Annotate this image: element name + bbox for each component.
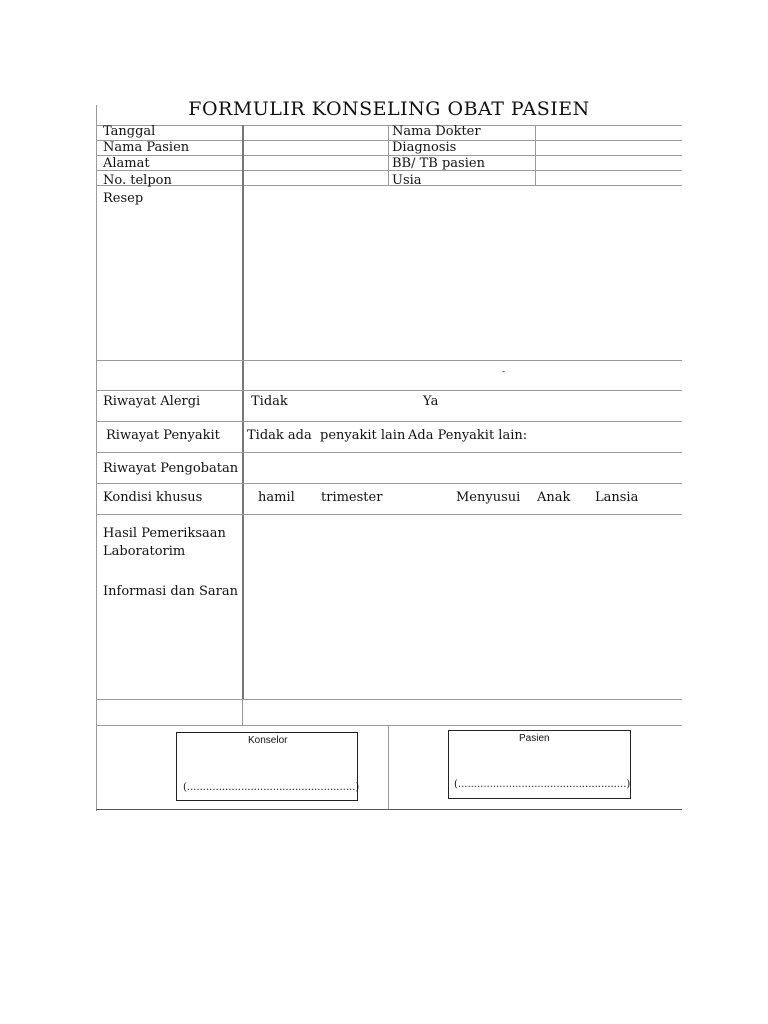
grid-line <box>96 360 682 361</box>
label-diagnosis: Diagnosis <box>392 140 457 155</box>
grid-line <box>96 170 682 171</box>
label-nama-pasien: Nama Pasien <box>103 140 190 155</box>
option-penyakit-ada: Ada Penyakit lain: <box>408 428 528 443</box>
grid-line <box>96 483 682 484</box>
label-bb-tb: BB/ TB pasien <box>392 156 485 171</box>
column-divider <box>242 699 243 725</box>
grid-line <box>388 725 389 809</box>
option-alergi-tidak: Tidak <box>251 394 288 409</box>
konselor-label: Konselor <box>248 735 288 746</box>
grid-line <box>96 452 682 453</box>
grid-line <box>96 185 682 186</box>
option-penyakit-tidak: Tidak ada penyakit lain <box>247 428 406 443</box>
label-alamat: Alamat <box>103 156 150 171</box>
option-alergi-ya: Ya <box>423 394 439 409</box>
konselor-signature-line: (.....................................................) <box>183 782 360 793</box>
option-menyusui: Menyusui <box>456 490 521 505</box>
option-trimester: trimester <box>321 490 383 505</box>
grid-line <box>96 390 682 391</box>
option-lansia: Lansia <box>595 490 639 505</box>
column-divider <box>242 125 244 699</box>
form-bottom-border <box>96 809 682 810</box>
option-anak: Anak <box>537 490 571 505</box>
label-kondisi-khusus: Kondisi khusus <box>103 490 203 505</box>
grid-line <box>535 125 536 185</box>
resep-dash: - <box>502 367 506 377</box>
label-hasil-pemeriksaan: Hasil Pemeriksaan <box>103 526 226 541</box>
label-nama-dokter: Nama Dokter <box>392 124 481 139</box>
label-laboratorim: Laboratorim <box>103 544 186 559</box>
grid-line <box>96 514 682 515</box>
pasien-signature-line: (.....................................................) <box>454 779 631 790</box>
grid-line <box>96 699 682 700</box>
label-usia: Usia <box>392 173 422 188</box>
form-title: FORMULIR KONSELING OBAT PASIEN <box>188 98 590 120</box>
grid-line <box>96 421 682 422</box>
label-riwayat-pengobatan: Riwayat Pengobatan <box>103 461 239 476</box>
grid-line <box>388 125 389 185</box>
grid-line <box>96 725 682 726</box>
label-riwayat-alergi: Riwayat Alergi <box>103 394 201 409</box>
grid-line <box>96 125 682 126</box>
option-hamil: hamil <box>258 490 295 505</box>
label-informasi-saran: Informasi dan Saran <box>103 584 238 599</box>
label-no-telpon: No. telpon <box>103 173 172 188</box>
label-resep: Resep <box>103 191 144 206</box>
form-left-border <box>96 105 97 811</box>
grid-line <box>96 155 682 156</box>
label-tanggal: Tanggal <box>103 124 156 139</box>
pasien-label: Pasien <box>519 733 550 744</box>
label-riwayat-penyakit: Riwayat Penyakit <box>106 428 220 443</box>
